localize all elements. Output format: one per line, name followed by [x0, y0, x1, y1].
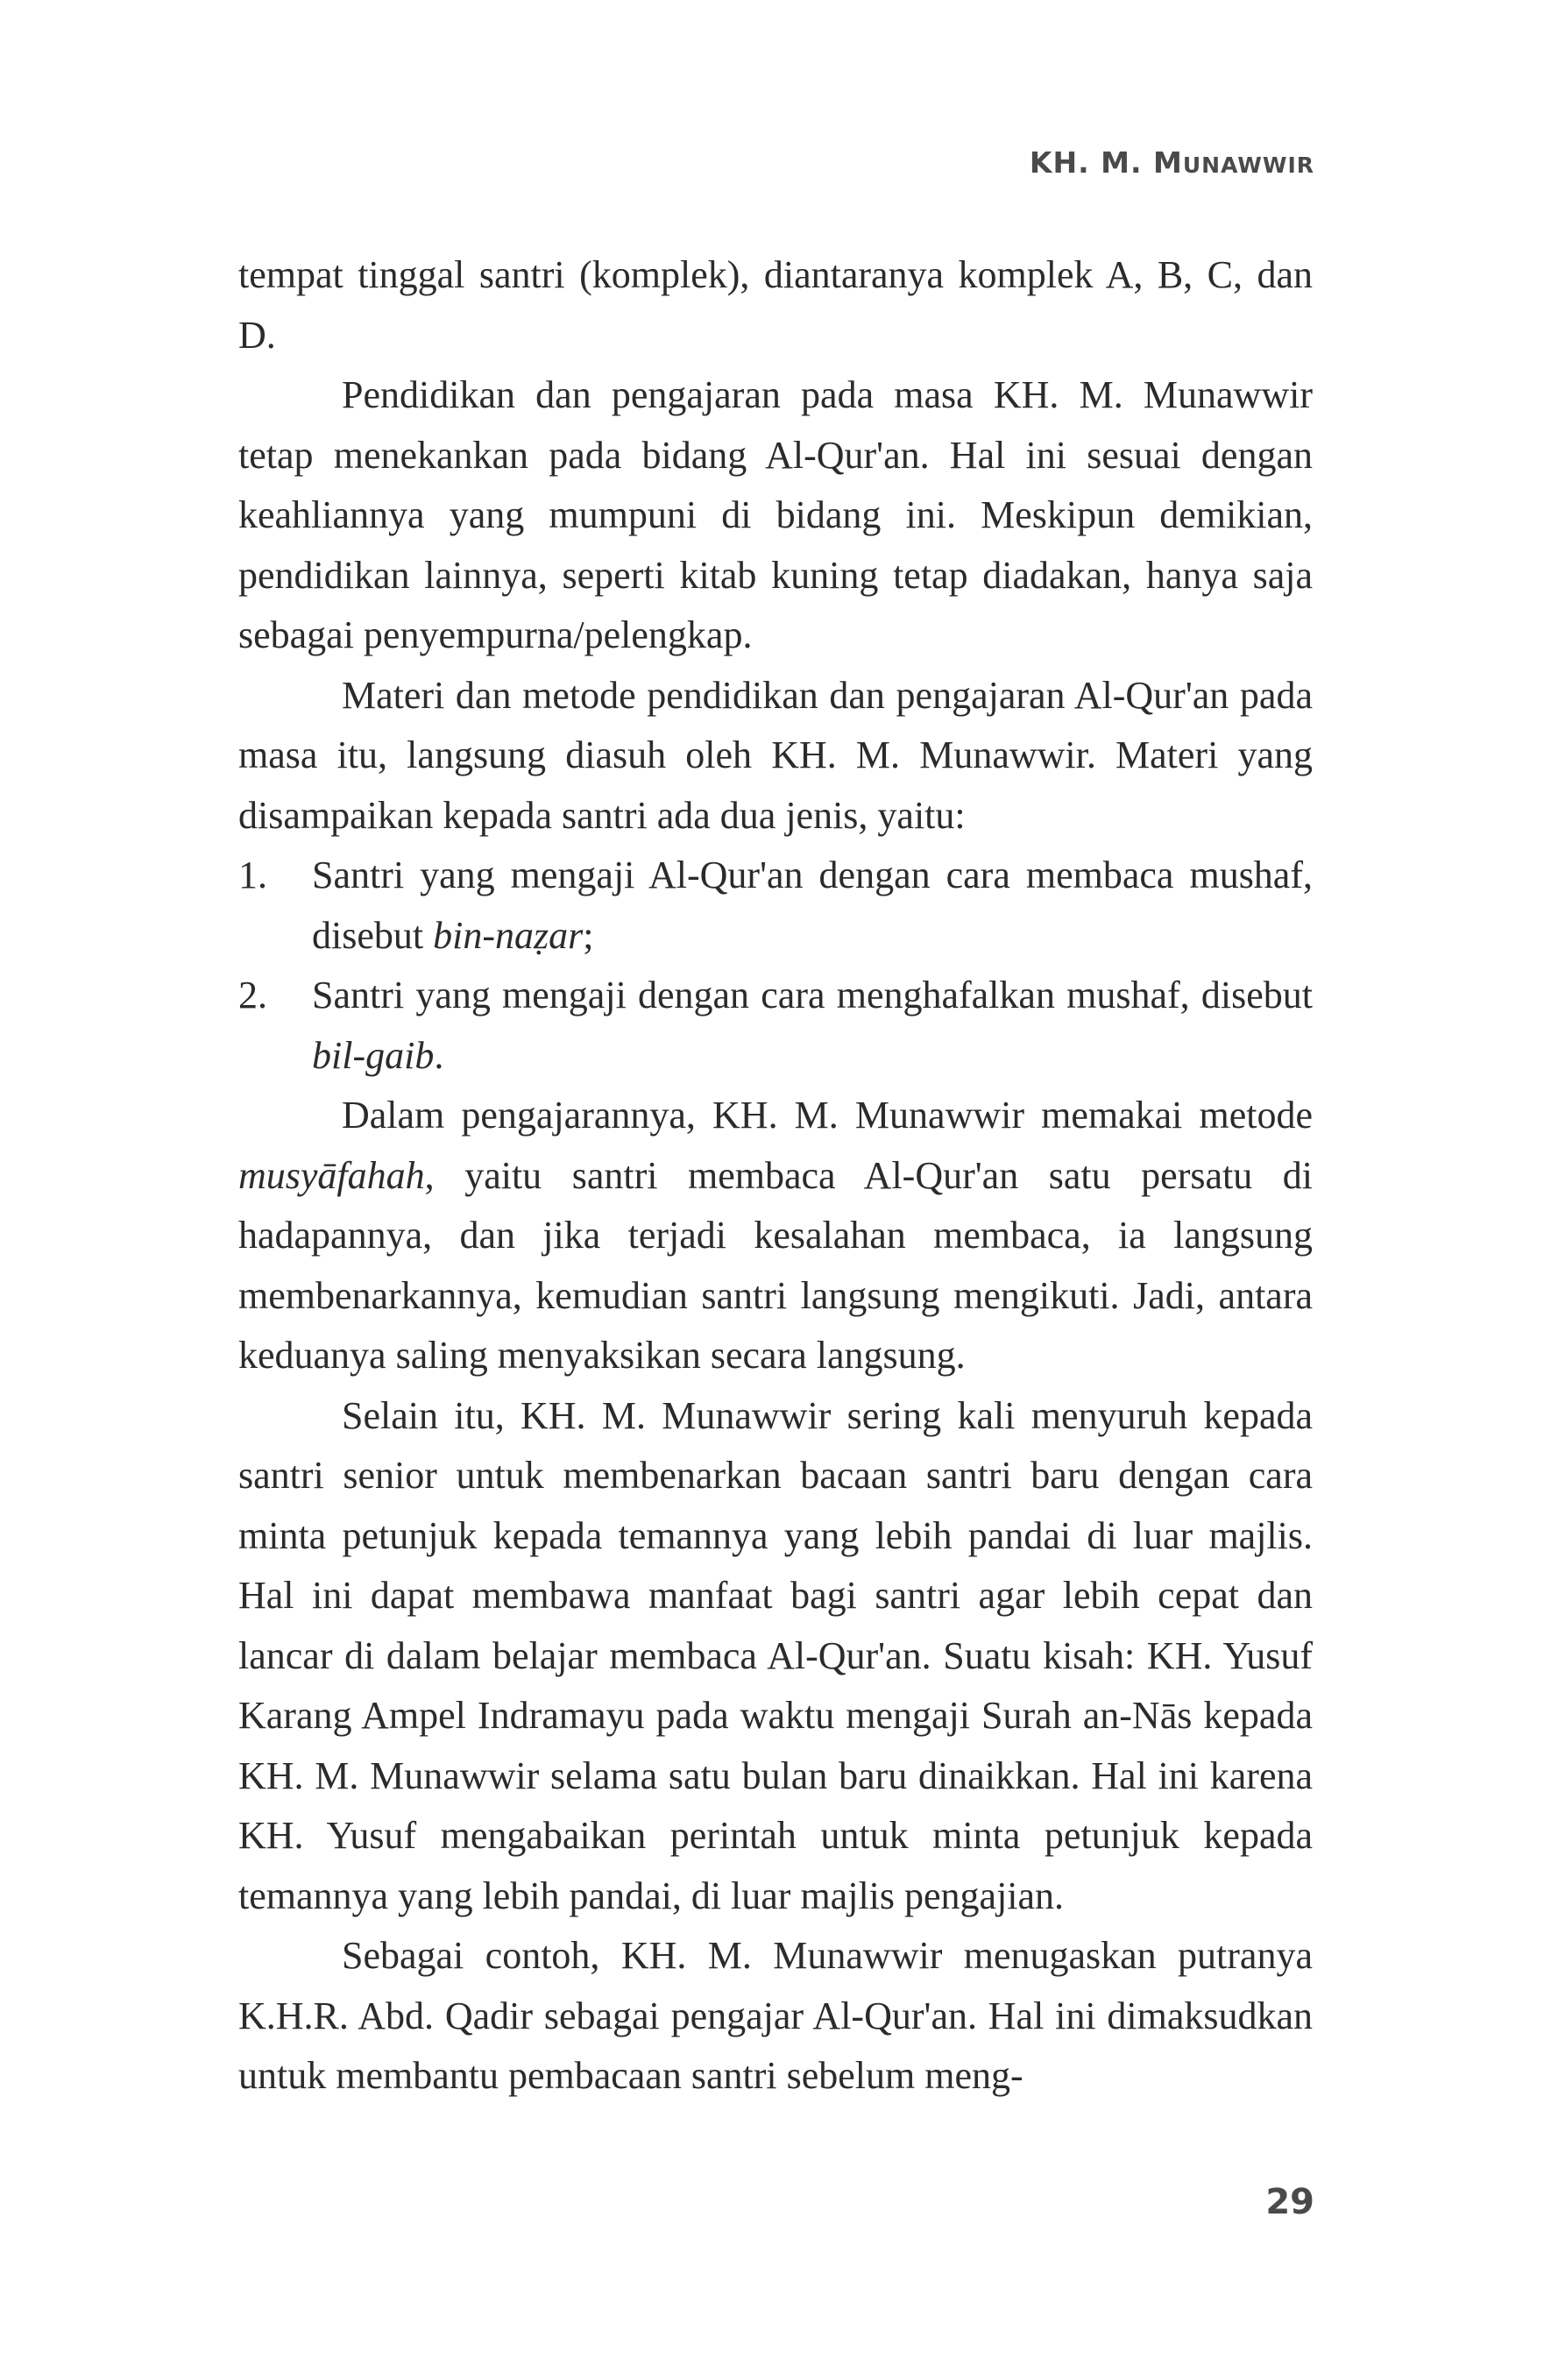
paragraph-4-term: musyāfahah — [238, 1153, 425, 1197]
paragraph-4 — [238, 1086, 1313, 1386]
list-number: 1. — [238, 854, 267, 896]
paragraph-3: Materi dan metode pendidikan dan pengajaran Al-Qur'an pada masa itu, langsung diasuh oleh KH. M. Munawwir. Materi yang disampaikan kepada santri ada dua jenis, yaitu: — [238, 673, 1313, 837]
list-number: 2. — [238, 974, 267, 1016]
author-name-main: KH. M. M — [1029, 145, 1183, 180]
list-punct: . — [434, 1033, 444, 1077]
running-head — [1030, 145, 1314, 180]
list-term: bil-gaib — [312, 1033, 435, 1077]
list-item-2 — [238, 966, 1313, 1086]
author-name-smallcaps: UNAWWIR — [1182, 152, 1314, 178]
paragraph-4-start: Dalam pengajarannya, KH. M. Munawwir memakai metode — [342, 1094, 1313, 1137]
page-number: 29 — [1265, 2182, 1314, 2222]
body-text — [238, 245, 1313, 2107]
paragraph-1: tempat tinggal santri (komplek), diantaranya komplek A, B, C, dan D. — [238, 253, 1313, 357]
list-punct: ; — [583, 913, 594, 957]
list-text: Santri yang mengaji dengan cara menghafalkan mushaf, disebut — [312, 974, 1313, 1016]
list-term: bin-naẓar — [433, 913, 584, 957]
paragraph-4-end: , yaitu santri membaca Al-Qur'an satu persatu di hadapannya, dan jika terjadi kesalahan membaca, ia langsung membenarkannya, kemudian santri langsung mengikuti. Jadi, antara keduanya saling menyaksikan secara langsung. — [238, 1153, 1313, 1377]
list-item-1 — [238, 846, 1313, 966]
paragraph-5: Selain itu, KH. M. Munawwir sering kali menyuruh kepada santri senior untuk membenarkan bacaan santri baru dengan cara minta petunjuk kepada temannya yang lebih pandai di luar majlis. Hal ini dapat membawa manfaat bagi santri agar lebih cepat dan lancar di dalam belajar membaca Al-Qur'an. Suatu kisah: KH. Yusuf Karang Ampel Indramayu pada waktu mengaji Surah an-Nās kepada KH. M. Munawwir selama satu bulan baru dinaikkan. Hal ini karena KH. Yusuf mengabaikan perintah untuk minta petunjuk kepada temannya yang lebih pandai, di luar majlis pengajian. — [238, 1393, 1313, 1917]
list-text: Santri yang mengaji Al-Qur'an dengan cara membaca mushaf, disebut — [312, 854, 1313, 957]
paragraph-2: Pendidikan dan pengajaran pada masa KH. M. Munawwir tetap menekankan pada bidang Al-Qur'an. Hal ini sesuai dengan keahliannya yang mumpuni di bidang ini. Meskipun demikian, pendidikan lainnya, seperti kitab kuning tetap diadakan, hanya saja sebagai penyempurna/pelengkap. — [238, 373, 1313, 656]
paragraph-6: Sebagai contoh, KH. M. Munawwir menugaskan putranya K.H.R. Abd. Qadir sebagai pengajar Al-Qur'an. Hal ini dimaksudkan untuk membantu pembacaan santri sebelum meng- — [238, 1934, 1313, 2097]
